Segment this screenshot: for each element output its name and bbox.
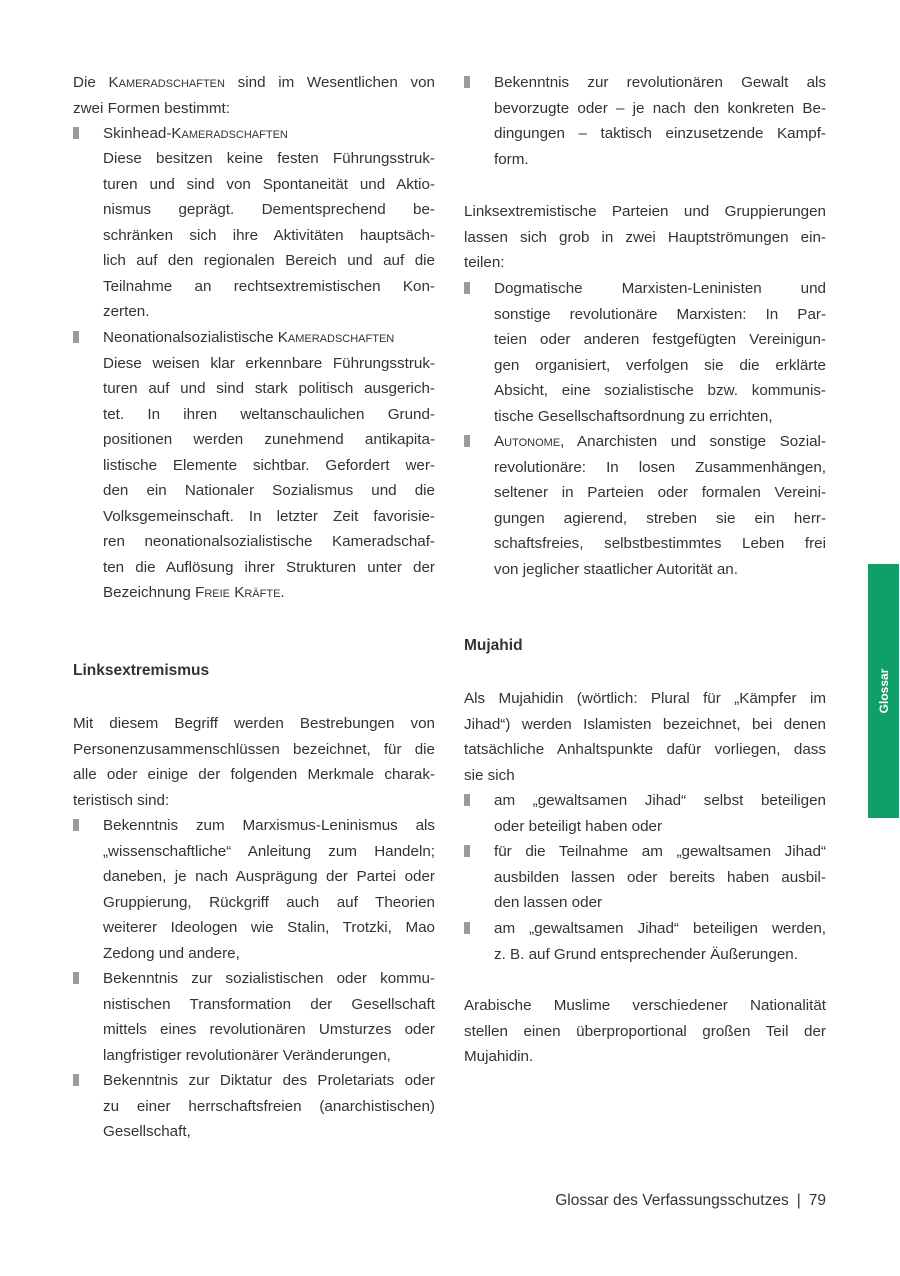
bullet-icon [464, 435, 470, 447]
text-line: stellen einen überproportional großen Teil der [464, 1022, 826, 1040]
bullet-icon [464, 794, 470, 806]
text-line: Neonationalsozialistische Kameradschaften [103, 329, 395, 346]
text-line: positionen werden zunehmend antikapita- [103, 431, 435, 448]
text-line: Mit diesem Begriff werden Bestrebungen von [73, 715, 435, 732]
text-line: Arabische Muslime verschiedener Nationalität [464, 997, 826, 1014]
bullet-icon [73, 972, 79, 984]
list-item-title [103, 121, 435, 147]
text-line: Die Kameradschaften sind im Wesentlichen von [73, 74, 435, 91]
text-line: Volksgemeinschaft. In letzter Zeit favorisie- [103, 507, 435, 525]
paragraph [464, 199, 826, 276]
list-item-body [103, 146, 435, 325]
text-line: zerten. [103, 303, 150, 320]
text-line: seltener in Parteien oder formalen Vereini- [494, 484, 826, 501]
text-line: lassen sich grob in zwei Hauptströmungen ein- [464, 228, 826, 246]
text-line: alle oder einige der folgenden Merkmale charak- [73, 766, 435, 783]
paragraph [464, 993, 826, 1070]
text-line: den ein Nationaler Sozialismus und die [103, 482, 435, 499]
bullet-icon [73, 331, 79, 343]
text-line: sie sich [464, 766, 515, 784]
text-line: daneben, je nach Ausprägung der Partei oder [103, 868, 435, 885]
list-item [103, 1068, 435, 1145]
text-line: Diese weisen klar erkennbare Führungsstruk- [103, 354, 435, 372]
text-line: Skinhead-Kameradschaften [103, 125, 288, 142]
glossar-side-tab [868, 564, 899, 818]
bullet-icon [464, 922, 470, 934]
text-line: gen organisiert, verfolgen sie die erklärte [494, 356, 826, 374]
text-line: nismus geprägt. Dementsprechend be- [103, 201, 435, 218]
text-line: weiterer Ideologen wie Stalin, Trotzki, Mao [103, 919, 435, 936]
text-line: „wissenschaftliche“ Anleitung zum Handeln; [103, 842, 435, 860]
text-line: Linksextremistische Parteien und Gruppierungen [464, 203, 826, 220]
text-line: Bekenntnis zum Marxismus-Leninismus als [103, 817, 435, 834]
text-line: ausbilden lassen oder bereits haben ausbil- [494, 868, 826, 886]
text-line: Jihad“) werden Islamisten bezeichnet, bei denen [464, 715, 826, 733]
bullet-icon [73, 819, 79, 831]
paragraph [73, 711, 435, 813]
text-line: den lassen oder [494, 894, 603, 911]
list-item [494, 788, 826, 839]
text-line: Autonome, Anarchisten und sonstige Sozial- [494, 433, 826, 450]
text-line: tatsächliche Anhaltspunkte dafür vorliegen, dass [464, 741, 826, 758]
text-line: schränken sich ihre Aktivitäten hauptsäch- [103, 226, 435, 244]
text-line: Diese besitzen keine festen Führungsstruk- [103, 150, 435, 167]
text-line: Gruppierung, Rückgriff auch auf Theorien [103, 893, 435, 911]
text-line: tische Gesellschaftsordnung zu errichten, [494, 407, 773, 425]
text-line: Zedong und andere, [103, 944, 240, 962]
section-heading: Linksextremismus [73, 662, 210, 679]
list-item [494, 916, 826, 967]
text-line: Bekenntnis zur sozialistischen oder kommu- [103, 970, 435, 987]
text-line: Bezeichnung Freie Kräfte. [103, 584, 285, 601]
text-line: Gesellschaft, [103, 1123, 191, 1140]
text-line: tet. In ihren weltanschaulichen Grund- [103, 405, 435, 423]
text-line: Personenzusammenschlüssen bezeichnet, für die [73, 740, 435, 758]
list-item [494, 839, 826, 916]
text-line: form. [494, 150, 529, 168]
text-line: sonstige revolutionäre Marxisten: In Par- [494, 305, 826, 323]
text-line: mittels eines revolutionären Umsturzes oder [103, 1021, 435, 1038]
text-line: turen und sind von Spontaneität und Aktio- [103, 175, 435, 193]
text-line: teristisch sind: [73, 791, 170, 809]
text-line: revolutionäre: In losen Zusammenhängen, [494, 458, 826, 476]
text-line: gungen agierend, streben sie ein herr- [494, 509, 826, 527]
text-line: Mujahidin. [464, 1048, 534, 1065]
bullet-icon [464, 845, 470, 857]
text-line: dingungen – taktisch einzusetzende Kampf- [494, 125, 826, 142]
text-line: Dogmatische Marxisten-Leninisten und [494, 280, 826, 297]
list-item [494, 70, 826, 172]
text-line: schaftsfreies, selbstbestimmtes Leben frei [494, 535, 826, 552]
list-item [103, 813, 435, 966]
list-item [103, 966, 435, 1068]
list-item [103, 325, 435, 606]
list-item [494, 276, 826, 429]
text-line: zwei Formen bestimmt: [73, 99, 230, 117]
text-line: teien oder anderen festgefügten Vereinigun- [494, 331, 826, 348]
text-line: lich auf den regionalen Bereich und auf die [103, 252, 435, 269]
text-line: von jeglicher staatlicher Autorität an. [494, 560, 738, 578]
text-line: listische Elemente sichtbar. Gefordert wer- [103, 456, 435, 474]
bullet-icon [73, 127, 79, 139]
text-line: Bekenntnis zur Diktatur des Proletariats oder [103, 1072, 435, 1089]
text-line: Bekenntnis zur revolutionären Gewalt als [494, 74, 826, 91]
text-line: Teilnahme an rechtsextremistischen Kon- [103, 277, 435, 295]
text-line: turen auf und sind stark politisch ausgerich- [103, 380, 435, 397]
text-line: nistischen Transformation der Gesellschaft [103, 995, 435, 1013]
text-line: z. B. auf Grund entsprechender Äußerungen. [494, 945, 798, 963]
text-line: teilen: [464, 254, 505, 271]
bullet-icon [73, 1074, 79, 1086]
bullet-icon [464, 76, 470, 88]
bullet-icon [464, 282, 470, 294]
text-line: langfristiger revolutionärer Veränderungen, [103, 1046, 391, 1064]
text-line: oder beteiligt haben oder [494, 817, 663, 835]
section-heading: Mujahid [464, 637, 523, 654]
text-line: für die Teilnahme am „gewaltsamen Jihad“ [494, 843, 826, 860]
text-line: am „gewaltsamen Jihad“ beteiligen werden, [494, 920, 826, 937]
page-number: 79 [808, 1192, 826, 1209]
footer-separator: | [796, 1192, 801, 1209]
text-line: zu einer herrschaftsfreien (anarchistischen) [103, 1097, 435, 1115]
text-line: ren neonationalsozialistische Kameradschaf- [103, 533, 435, 550]
list-item [494, 429, 826, 582]
paragraph [464, 686, 826, 788]
page-footer [555, 1192, 826, 1210]
side-tab-label: Glossar [876, 668, 891, 714]
text-line: ten die Auflösung ihrer Strukturen unter der [103, 558, 435, 576]
text-line: Als Mujahidin (wörtlich: Plural für „Kämpfer im [464, 690, 826, 707]
text-line: bevorzugte oder – je nach den konkreten Be- [494, 99, 826, 117]
intro-paragraph [73, 70, 435, 121]
text-line: am „gewaltsamen Jihad“ selbst beteiligen [494, 792, 826, 809]
text-line: Absicht, eine sozialistische bzw. kommunis- [494, 382, 826, 399]
footer-title: Glossar des Verfassungsschutzes [555, 1192, 789, 1209]
